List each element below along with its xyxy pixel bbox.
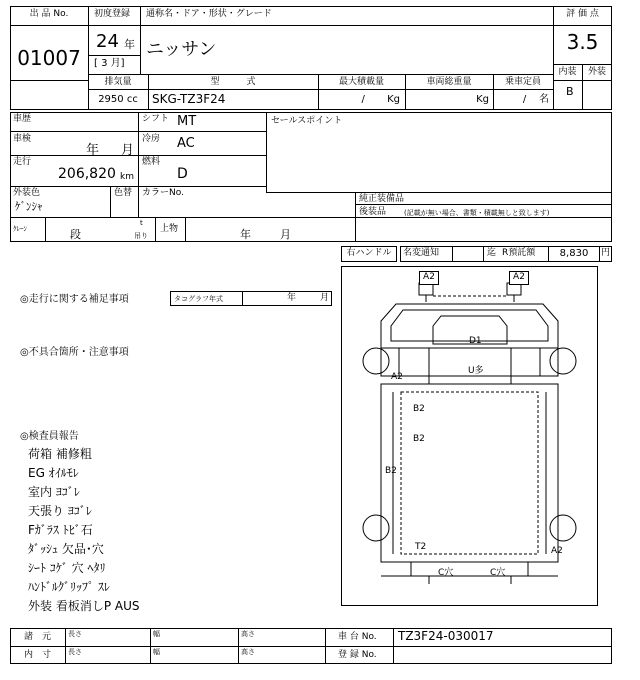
interior-score: B [566, 85, 574, 98]
crane-steps: 段 [70, 228, 81, 241]
reg-year-unit: 年 [124, 38, 135, 51]
inspection-year: 年 [86, 143, 100, 158]
inner-dims-label: 内 寸 [23, 650, 51, 660]
length-label: 長さ [68, 630, 82, 638]
gross-weight-value: Kg [476, 94, 489, 105]
capacity-label: 乗車定員 [504, 77, 541, 87]
handle-value: 右ハンドル [346, 248, 392, 258]
damage-mark: T2 [415, 542, 427, 552]
displacement-label: 排気量 [104, 77, 132, 87]
sales-point-label: セールスポイント [271, 116, 343, 126]
crane-hanging: 吊り [134, 232, 148, 240]
history-label: 車歴 [13, 114, 32, 124]
tachograph-label: タコグラフ年式 [174, 295, 223, 303]
crane-label: ｸﾚｰﾝ [13, 225, 27, 233]
inspector-line: 荷箱 補修粗 [28, 447, 92, 461]
model-label: 型 式 [210, 77, 256, 87]
reg-year: 24 [96, 31, 119, 52]
name-label: 通称名・ドア・形状・グレード [146, 9, 272, 19]
inspection-month: 月 [121, 143, 135, 158]
gross-weight-label: 車両総重量 [426, 77, 472, 87]
chassis-number: TZ3F24-030017 [398, 629, 494, 643]
score-label: 評 価 点 [566, 9, 599, 19]
inspector-line: EG ｵｲﾙﾓﾚ [28, 466, 79, 480]
exterior-label: 外装 [587, 67, 606, 77]
width-label: 幅 [153, 648, 160, 656]
name-change-label: 名変通知 [403, 248, 440, 258]
inspection-label: 車検 [13, 134, 32, 144]
fuel-value: D [177, 166, 188, 182]
mileage-unit: km [120, 172, 134, 182]
color-no-label: カラーNo. [142, 188, 184, 198]
rack-year: 年 [240, 228, 251, 241]
rack-label: 上物 [160, 224, 179, 234]
inspector-line: 外装 看板消しP AUS [28, 599, 140, 613]
lot-label: 出 品 No. [29, 9, 69, 19]
model-value: SKG-TZ3F24 [152, 92, 226, 106]
mileage-label: 走行 [13, 157, 32, 167]
inspector-line: 室内 ﾖｺﾞﾚ [28, 485, 80, 499]
tachograph-month: 月 [320, 293, 330, 303]
name-change-suffix: 迄 [487, 248, 497, 258]
lot-number: 01007 [17, 46, 81, 70]
damage-mark: A2 [509, 271, 529, 285]
shift-value: MT [177, 114, 197, 129]
first-reg-label: 初度登録 [94, 9, 131, 19]
r-fee-label: R預託額 [502, 248, 536, 258]
damage-mark: B2 [385, 466, 397, 476]
exterior-color-label: 外装色 [13, 188, 41, 198]
damage-mark: B2 [413, 434, 425, 444]
color-change-label: 色替 [114, 188, 133, 198]
inspector-line: ｼｰﾄ ｺｹﾞ 穴 ﾍﾀﾘ [28, 561, 106, 575]
damage-mark: C穴 [490, 568, 506, 578]
r-fee-unit: 円 [601, 248, 611, 258]
displacement-value: 2950 cc [98, 94, 138, 105]
defects-label: ◎不具合箇所・注意事項 [20, 347, 129, 358]
exterior-color-value: ｹﾞﾝｼｬ [15, 200, 43, 213]
dims-label: 諸 元 [23, 632, 51, 642]
damage-mark: B2 [413, 404, 425, 414]
capacity-value: / 名 [522, 94, 549, 105]
driving-notes-label: ◎走行に関する補足事項 [20, 294, 129, 305]
damage-mark: A2 [551, 546, 563, 556]
fuel-label: 燃料 [142, 157, 161, 167]
registration-label: 登 録 No. [338, 650, 377, 660]
width-label: 幅 [153, 630, 160, 638]
inspector-line: Fｶﾞﾗｽ ﾄﾋﾞ石 [28, 523, 93, 537]
aftermarket-note: (記載が無い場合、書類・積載無しと致します) [404, 209, 550, 217]
ac-label: 冷房 [142, 134, 161, 144]
inspector-line: 天張り ﾖｺﾞﾚ [28, 504, 92, 518]
height-label: 高さ [241, 648, 255, 656]
length-label: 長さ [68, 648, 82, 656]
mileage-value: 206,820 [58, 166, 116, 182]
inspector-line: ﾀﾞｯｼｭ 欠品･穴 [28, 542, 104, 556]
chassis-label: 車 台 No. [338, 632, 377, 642]
height-label: 高さ [241, 630, 255, 638]
ac-value: AC [177, 136, 195, 151]
inspector-line: ﾊﾝﾄﾞﾙｸﾞﾘｯﾌﾟ ｽﾚ [28, 580, 110, 594]
overall-score: 3.5 [566, 30, 599, 54]
damage-mark: U多 [468, 366, 484, 376]
max-load-label: 最大積載量 [338, 77, 384, 87]
make-name: ニッサン [146, 39, 217, 60]
damage-mark: A2 [419, 271, 439, 285]
tachograph-year: 年 [287, 293, 297, 303]
inspector-label: ◎検査員報告 [20, 431, 79, 442]
r-fee-value: 8,830 [559, 248, 589, 259]
max-load-value: / Kg [361, 94, 400, 105]
aftermarket-label: 後装品 [359, 207, 387, 217]
interior-label: 内装 [558, 67, 577, 77]
damage-mark: C穴 [438, 568, 454, 578]
reg-month: [ 3 月] [94, 58, 125, 69]
crane-t: t [140, 219, 143, 227]
damage-mark: A2 [391, 372, 403, 382]
name-change-box [452, 246, 484, 262]
shift-label: シフト [142, 114, 170, 124]
genuine-label: 純正装備品 [359, 194, 405, 204]
rack-month: 月 [280, 228, 291, 241]
damage-mark: D1 [469, 336, 482, 346]
